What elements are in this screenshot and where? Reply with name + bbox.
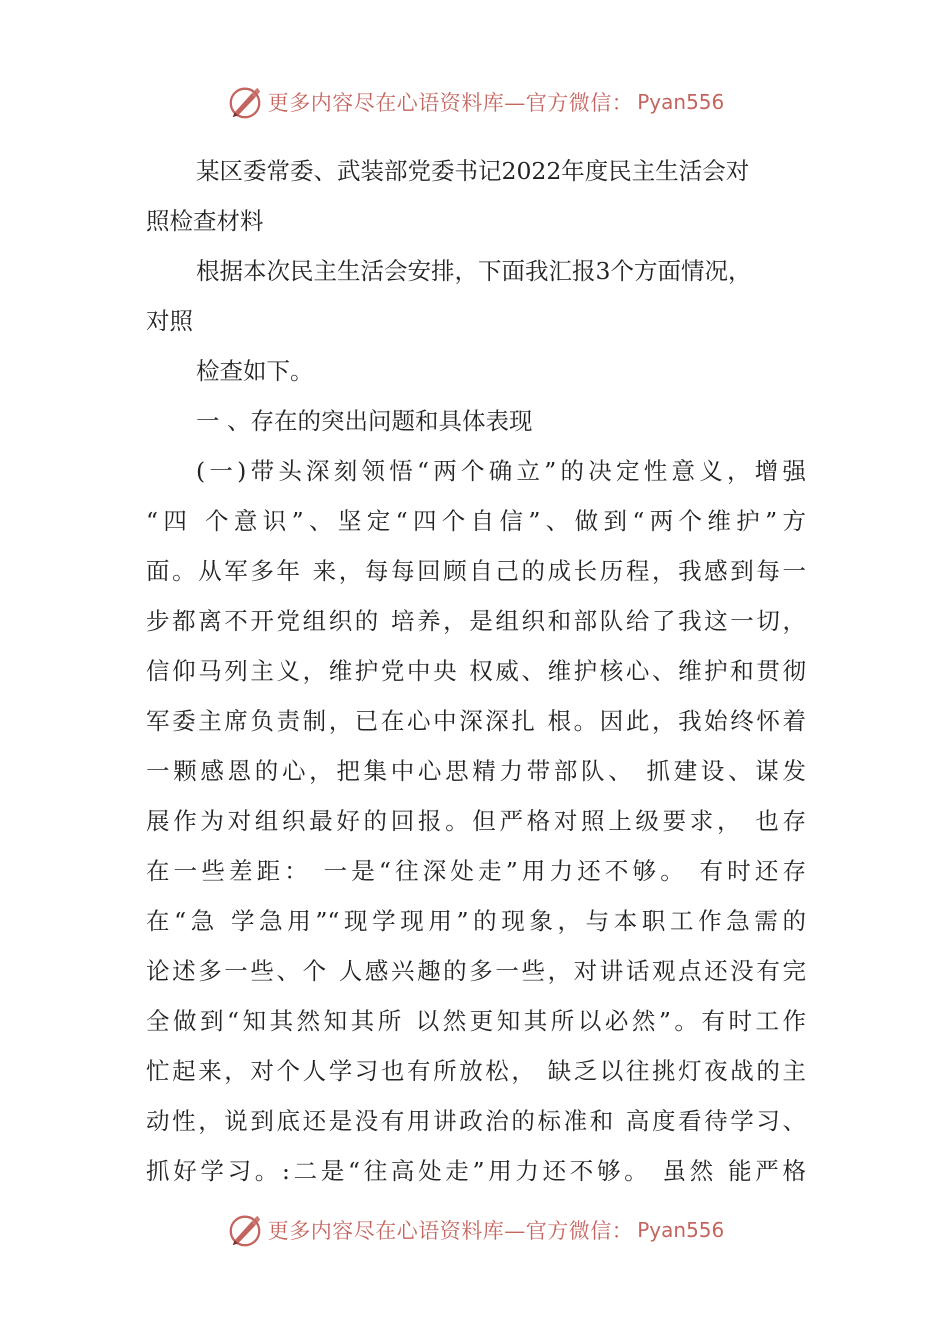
watermark-text: 更多内容尽在心语资料库—官方微信：: [267, 1219, 634, 1243]
paragraph-line: 忙起来，对个人学习也有所放松， 缺乏以往挑灯夜战的主: [146, 1057, 806, 1085]
title-line-1: 某区委常委、武装部党委书记2022年度民主生活会对: [196, 157, 750, 185]
paragraph-line: 全做到“知其然知其所 以然更知其所以必然”。有时工作: [146, 1007, 806, 1035]
watermark-text: 更多内容尽在心语资料库—官方微信：: [267, 91, 634, 115]
paragraph-line: (一)带头深刻领悟“两个确立”的决定性意义，增强: [196, 457, 806, 485]
paragraph-line: 论述多一些、个 人感兴趣的多一些，对讲话观点还没有完: [146, 957, 806, 985]
footer-watermark: [0, 1210, 950, 1250]
paragraph-line: 信仰马列主义，维护党中央 权威、维护核心、维护和贯彻: [146, 657, 806, 685]
header-watermark: [0, 82, 950, 122]
intro-line-3: 检查如下。: [196, 357, 314, 385]
paragraph-line: 抓好学习。:二是“往高处走”用力还不够。 虽然 能严格: [146, 1157, 806, 1185]
pen-logo-icon: [226, 83, 264, 121]
watermark-wechat-id: Pyan556: [637, 90, 725, 114]
pen-logo-icon: [226, 1211, 264, 1249]
paragraph-line: 步都离不开党组织的 培养，是组织和部队给了我这一切，: [146, 607, 806, 635]
document-body: [146, 146, 806, 1196]
paragraph-line: 在一些差距： 一是“往深处走”用力还不够。 有时还存: [146, 857, 806, 885]
paragraph-line: 面。从军多年 来，每每回顾自己的成长历程，我感到每一: [146, 557, 806, 585]
watermark-wechat-id: Pyan556: [637, 1218, 725, 1242]
intro-line-2: 对照: [146, 307, 193, 335]
paragraph-line: 动性，说到底还是没有用讲政治的标准和 高度看待学习、: [146, 1107, 806, 1135]
paragraph-line: 展作为对组织最好的回报。但严格对照上级要求， 也存: [146, 807, 806, 835]
paragraph-line: “四 个意识”、坚定“四个自信”、做到“两个维护”方: [146, 507, 806, 535]
section-heading: 一 、存在的突出问题和具体表现: [196, 407, 533, 435]
paragraph-line: 在“急 学急用”“现学现用”的现象，与本职工作急需的: [146, 907, 806, 935]
paragraph-line: 一颗感恩的心，把集中心思精力带部队、 抓建设、谋发: [146, 757, 806, 785]
paragraph-line: 军委主席负责制，已在心中深深扎 根。因此，我始终怀着: [146, 707, 806, 735]
title-line-2: 照检查材料: [146, 207, 264, 235]
intro-line-1: 根据本次民主生活会安排，下面我汇报3个方面情况，: [196, 257, 752, 285]
